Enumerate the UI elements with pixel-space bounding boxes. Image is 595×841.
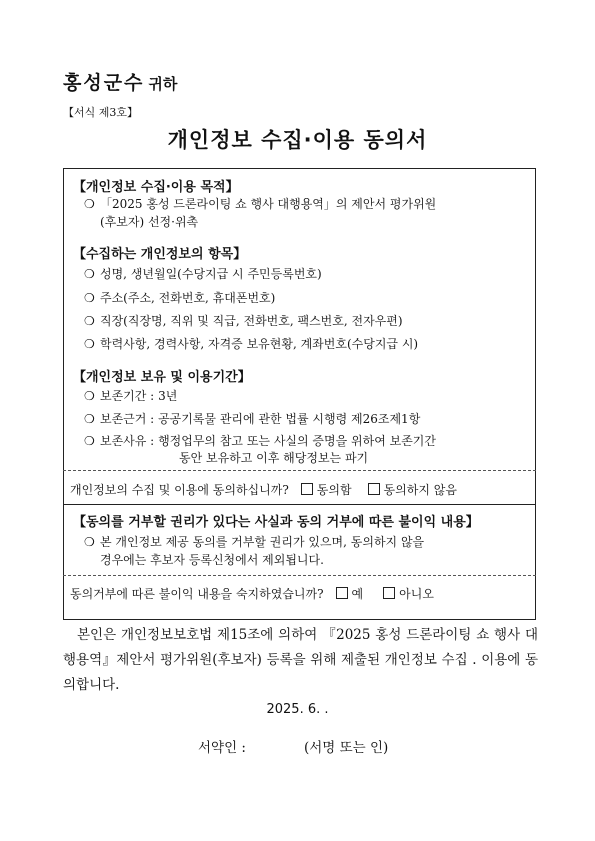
bullet-icon: ❍: [84, 412, 95, 426]
bullet-icon: ❍: [84, 389, 95, 403]
items-heading: 【수집하는 개인정보의 항목】: [73, 247, 247, 262]
item-text: 성명, 생년월일(수당지급 시 주민등록번호): [100, 267, 322, 281]
bullet-icon: ❍: [84, 197, 95, 211]
disagree-label: 동의하지 않음: [383, 483, 457, 497]
consent-question: 개인정보의 수집 및 이용에 동의하십니까?: [70, 483, 289, 497]
addressee-suffix: 귀하: [148, 75, 178, 93]
signer-label: 서약인 :: [198, 740, 246, 756]
list-item: [84, 312, 403, 330]
consent-question-row: [70, 481, 457, 498]
purpose-line-1: [84, 195, 436, 213]
agree-checkbox[interactable]: [301, 483, 313, 495]
bullet-icon: ❍: [84, 535, 95, 549]
bullet-icon: ❍: [84, 267, 95, 281]
refusal-text-2: 경우에는 후보자 등록신청에서 제외됩니다.: [100, 553, 324, 567]
retention-basis-label: 보존근거 :: [100, 412, 155, 426]
signature-line: [198, 736, 388, 756]
statement-text: 본인은 개인정보보호법 제15조에 의하여 『2025 홍성 드론라이팅 쇼 행사 대행용역』제안서 평가위원(후보자) 등록을 위해 제출된 개인정보 수집 . 이용에 동의합니다.: [63, 627, 538, 693]
retention-period-value: 3년: [158, 389, 178, 403]
acknowledge-question: 동의거부에 따른 불이익 내용을 숙지하였습니까?: [70, 587, 324, 601]
retention-period-label: 보존기간 :: [100, 389, 155, 403]
no-checkbox[interactable]: [383, 587, 395, 599]
refusal-heading: 【동의를 거부할 권리가 있다는 사실과 동의 거부에 따른 불이익 내용】: [73, 515, 479, 530]
dashed-divider: [63, 575, 536, 576]
bullet-icon: ❍: [84, 291, 95, 305]
solid-divider: [63, 504, 536, 505]
bullet-icon: ❍: [84, 314, 95, 328]
list-item: [84, 335, 418, 353]
consent-statement: [63, 623, 538, 698]
retention-reason-label: 보존사유 :: [100, 434, 155, 448]
purpose-line-2: (후보자) 선정·위촉: [100, 215, 199, 229]
refusal-line-1: [84, 533, 424, 551]
retention-basis-value: 공공기록물 관리에 관한 법률 시행령 제26조제1항: [158, 412, 421, 426]
yes-label: 예: [351, 587, 364, 601]
retention-heading: 【개인정보 보유 및 이용기간】: [73, 370, 251, 385]
refusal-text-1: 본 개인정보 제공 동의를 거부할 권리가 있으며, 동의하지 않을: [100, 535, 425, 549]
acknowledge-question-row: [70, 585, 434, 602]
addressee: [63, 68, 177, 95]
document-title: 개인정보 수집·이용 동의서: [167, 128, 428, 152]
list-item: [84, 265, 322, 283]
yes-checkbox[interactable]: [336, 587, 348, 599]
retention-period: [84, 387, 177, 405]
item-text: 직장(직장명, 직위 및 직급, 전화번호, 팩스번호, 전자우편): [100, 314, 403, 328]
retention-reason-text-2: 동안 보유하고 이후 해당정보는 파기: [179, 451, 369, 465]
purpose-text-1: 「2025 홍성 드론라이팅 쇼 행사 대행용역」의 제안서 평가위원: [100, 197, 437, 211]
item-text: 주소(주소, 전화번호, 휴대폰번호): [100, 291, 276, 305]
signature-hint: (서명 또는 인): [303, 740, 389, 756]
addressee-name: 홍성군수: [63, 72, 145, 94]
form-number: 【서식 제3호】: [63, 106, 138, 119]
date: 2025. 6. .: [266, 702, 329, 717]
retention-reason: [84, 432, 436, 450]
no-label: 아니오: [399, 587, 434, 601]
dashed-divider: [63, 470, 536, 471]
item-text: 학력사항, 경력사항, 자격증 보유현황, 계좌번호(수당지급 시): [100, 337, 419, 351]
list-item: [84, 289, 275, 307]
bullet-icon: ❍: [84, 337, 95, 351]
agree-label: 동의함: [316, 483, 352, 497]
purpose-heading: 【개인정보 수집·이용 목적】: [73, 180, 239, 195]
disagree-checkbox[interactable]: [368, 483, 380, 495]
bullet-icon: ❍: [84, 434, 95, 448]
retention-basis: [84, 410, 420, 428]
retention-reason-text-1: 행정업무의 참고 또는 사실의 증명을 위하여 보존기간: [158, 434, 436, 448]
